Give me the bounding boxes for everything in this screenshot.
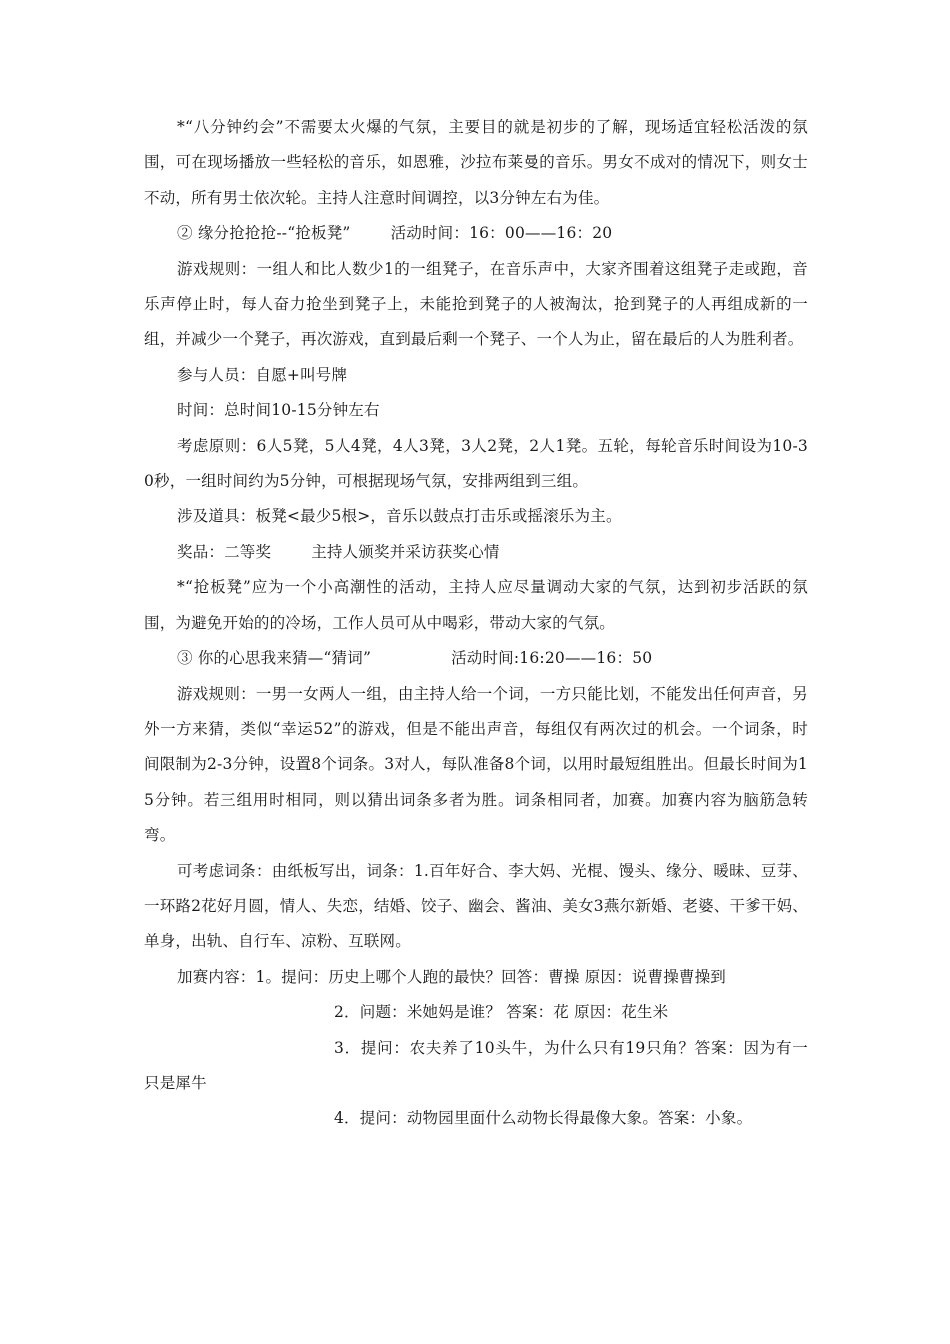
section-heading-guess-word (144, 641, 808, 676)
paragraph-duration: 时间：总时间10-15分钟左右 (177, 401, 380, 420)
section-title: ② 缘分抢抢抢--“抢板凳” (177, 224, 351, 243)
paragraph-word-list: 可考虑词条：由纸板写出，词条：1.百年好合、李大妈、光棍、馒头、缘分、暖昧、豆芽、一环路2花好月圆，情人、失恋，结婚、饺子、幽会、酱油、美女3燕尔新婚、老婆、干爹干妈、单身，出轨、自行车、凉粉、互联网。 (144, 861, 808, 951)
section-time: 活动时间:16:20——16：50 (451, 649, 653, 668)
paragraph-guess-word-rules: 游戏规则：一男一女两人一组，由主持人给一个词，一方只能比划，不能发出任何声音，另外一方来猜，类似“幸运52”的游戏，但是不能出声音，每组仅有两次过的机会。一个词条，时间限制为2-3分钟，设置8个词条。3对人，每队准备8个词，以用时最短组胜出。但最长时间为15分钟。若三组用时相同，则以猜出词条多者为胜。词条相同者，加赛。加赛内容为脑筋急转弯。 (144, 684, 808, 845)
section-title: ③ 你的心思我来猜—“猜词” (177, 649, 372, 668)
section-time: 活动时间：16：00——16：20 (390, 224, 613, 243)
tiebreak-q2: 2．问题：米她妈是谁？ 答案：花 原因：花生米 (334, 1003, 669, 1022)
tiebreak-q4: 4．提问：动物园里面什么动物长得最像大象。答案：小象。 (334, 1109, 753, 1128)
paragraph-grab-stool-note: *“抢板凳”应为一个小高潮性的活动，主持人应尽量调动大家的气氛，达到初步活跃的氛围，为避免开始的的冷场，工作人员可从中喝彩，带动大家的气氛。 (144, 578, 808, 632)
paragraph-prize (144, 535, 808, 570)
paragraph-grab-stool-rules: 游戏规则：一组人和比人数少1的一组凳子，在音乐声中，大家齐围着这组凳子走或跑，音乐声停止时，每人奋力抢坐到凳子上，未能抢到凳子的人被淘汰，抢到凳子的人再组成新的一组，并减少一个凳子，再次游戏，直到最后剩一个凳子、一个人为止，留在最后的人为胜利者。 (144, 259, 808, 349)
tiebreak-q3: 3．提问：农夫养了10头牛，为什么只有19只角？答案：因为有一只是犀牛 (144, 1038, 808, 1092)
paragraph-props: 涉及道具：板凳<最少5根>，音乐以鼓点打击乐或摇滚乐为主。 (177, 507, 622, 526)
prize-label: 奖品：二等奖 (177, 542, 272, 561)
paragraph-participants: 参与人员：自愿+叫号牌 (177, 365, 348, 384)
document-body (144, 110, 808, 1137)
prize-detail: 主持人颁奖并采访获奖心情 (311, 542, 500, 561)
paragraph-tiebreak-q1: 加赛内容：1。提问：历史上哪个人跑的最快？回答：曹操 原因：说曹操曹操到 (177, 967, 726, 986)
section-heading-grab-stool (144, 216, 808, 251)
paragraph-eight-minute-date-note: *“八分钟约会”不需要太火爆的气氛，主要目的就是初步的了解，现场适宜轻松活泼的氛围，可在现场播放一些轻松的音乐，如恩雅，沙拉布莱曼的音乐。男女不成对的情况下，则女士不动，所有男士依次轮。主持人注意时间调控，以3分钟左右为佳。 (144, 118, 808, 207)
paragraph-principles: 考虑原则：6人5凳，5人4凳，4人3凳，3人2凳，2人1凳。五轮，每轮音乐时间设为10-30秒，一组时间约为5分钟，可根据现场气氛，安排两组到三组。 (144, 436, 808, 491)
